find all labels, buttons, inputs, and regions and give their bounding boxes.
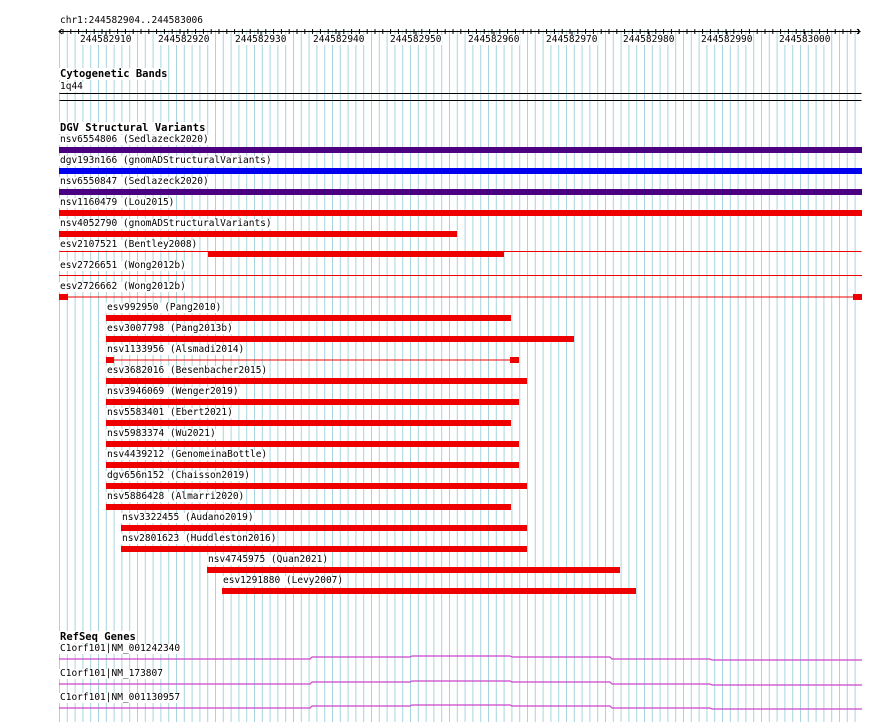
variant-block <box>510 357 519 363</box>
variant-label: nsv2801623 (Huddleston2016) <box>122 533 277 544</box>
variant-label: nsv6550847 (Sedlazeck2020) <box>60 176 209 187</box>
ruler-tick-label: 244582940 <box>313 34 365 45</box>
dgv-track-title: DGV Structural Variants <box>60 122 206 134</box>
ruler-tick-label: 244582970 <box>546 34 598 45</box>
variant-label: nsv4439212 (GenomeinaBottle) <box>107 449 268 460</box>
variant-bar <box>106 462 519 468</box>
refseq-track-title: RefSeq Genes <box>60 631 136 643</box>
variant-bar <box>106 483 527 489</box>
variant-label: esv992950 (Pang2010) <box>107 302 222 313</box>
variant-label: nsv1133956 (Alsmadi2014) <box>107 344 245 355</box>
variant-bar <box>121 525 527 531</box>
ruler-tick-label: 244582920 <box>158 34 210 45</box>
gene-label: C1orf101|NM_001242340 <box>60 643 181 654</box>
variant-label: nsv5983374 (Wu2021) <box>107 428 216 439</box>
gene-line <box>59 705 862 709</box>
variant-label: esv2726662 (Wong2012b) <box>60 281 186 292</box>
variant-label: nsv6554806 (Sedlazeck2020) <box>60 134 209 145</box>
variant-label: nsv5583401 (Ebert2021) <box>107 407 233 418</box>
variant-bar <box>106 441 519 447</box>
variant-label: nsv5886428 (Almarri2020) <box>107 491 245 502</box>
gene-line <box>59 681 862 685</box>
variant-label: nsv4052790 (gnomADStructuralVariants) <box>60 218 272 229</box>
variant-bar <box>59 231 457 237</box>
variant-bar <box>207 567 620 573</box>
ruler-tick-label: 244582910 <box>80 34 132 45</box>
cytoband-track-title: Cytogenetic Bands <box>60 68 168 80</box>
variant-block <box>59 294 68 300</box>
variant-block <box>853 294 862 300</box>
variant-bar <box>59 168 862 174</box>
variant-label: esv1291880 (Levy2007) <box>223 575 344 586</box>
variant-bar <box>106 504 511 510</box>
variant-bar <box>106 399 519 405</box>
ruler-tick-label: 244582980 <box>623 34 675 45</box>
ruler-tick-label: 244582960 <box>468 34 520 45</box>
variant-bar <box>59 210 862 216</box>
variant-label: dgv193n166 (gnomADStructuralVariants) <box>60 155 272 166</box>
ruler-tick-label: 244582990 <box>701 34 753 45</box>
variant-label: esv2726651 (Wong2012b) <box>60 260 186 271</box>
variant-bar <box>59 147 862 153</box>
variant-label: esv3007798 (Pang2013b) <box>107 323 233 334</box>
ruler-location-label: chr1:244582904..244583006 <box>60 15 203 26</box>
variant-label: nsv4745975 (Quan2021) <box>208 554 329 565</box>
variant-bar <box>106 420 511 426</box>
variant-label: esv3682016 (Besenbacher2015) <box>107 365 268 376</box>
variant-label: nsv3322455 (Audano2019) <box>122 512 254 523</box>
variant-bar <box>222 588 636 594</box>
variant-bar <box>208 252 504 257</box>
variant-bar <box>121 546 527 552</box>
gene-label: C1orf101|NM_001130957 <box>60 692 181 703</box>
variant-label: esv2107521 (Bentley2008) <box>60 239 198 250</box>
gene-line <box>59 656 862 660</box>
variant-bar <box>106 336 574 342</box>
variant-bar <box>106 315 511 321</box>
variant-bar <box>59 189 862 195</box>
gene-label: C1orf101|NM_173807 <box>60 668 163 679</box>
ruler-tick-label: 244583000 <box>779 34 831 45</box>
variant-bar <box>106 378 527 384</box>
cytoband-label: 1q44 <box>60 81 83 92</box>
variant-label: nsv1160479 (Lou2015) <box>60 197 175 208</box>
ruler-tick-label: 244582950 <box>390 34 442 45</box>
variant-label: nsv3946069 (Wenger2019) <box>107 386 239 397</box>
variant-label: dgv656n152 (Chaisson2019) <box>107 470 250 481</box>
ruler-tick-label: 244582930 <box>235 34 287 45</box>
variant-block <box>106 357 114 363</box>
